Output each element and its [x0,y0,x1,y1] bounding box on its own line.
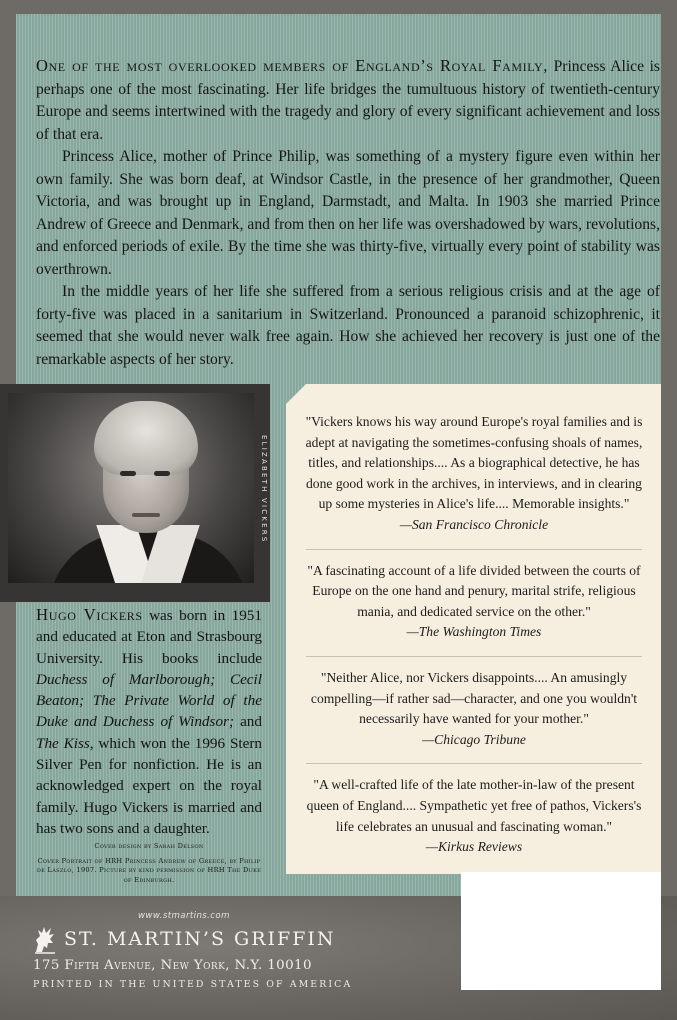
publisher-address: 175 Fifth Avenue, New York, N.Y. 10010 [33,958,312,973]
bio-text-3: which won the 1996 Stern Silver Pen for nonfiction. He is an acknowledged expert on the royal family. Hugo Vickers is married and has two sons and a daughter. [36,734,263,837]
bio-books-1: Duchess of Marlborough; Cecil Beaton; The Private World of the Duke and Duchess of Windsor; [36,670,262,731]
bio-text-2: and [234,713,262,731]
photo-eye-left [120,471,136,476]
printed-in: PRINTED IN THE UNITED STATES OF AMERICA [33,979,353,990]
photo-hair [94,401,198,475]
author-portrait-icon [8,393,254,583]
bio-text-1: was born in 1951 and educated at Eton and Strasbourg University. His books include [36,607,262,667]
quote-source: —Kirkus Reviews [425,839,523,855]
review-quote [298,561,650,643]
author-bio [36,604,262,839]
cover-design-credit: Cover design by Sarah Delson [94,842,204,850]
cover-credits [36,842,262,885]
quote-text: "Vickers knows his way around Europe's royal families and is adept at navigating the sometimes-confusing shoals of names, titles, and relationships.... As a biographical detective, he has done good work in the archives, in interviews, and in clearing up some mysteries in Alice's life.... Memorable insights." [305,414,643,512]
review-quote [298,668,650,750]
quote-divider [306,656,642,657]
blurb-paragraph-3: In the middle years of her life she suffered from a serious religious crisis and at the age of forty-five was placed in a sanitarium in Switzerland. Pronounced a paranoid schizophrenic, it seemed that she would never walk free again. How she achieved her recovery is just one of the remarkable aspects of her story. [36,283,660,368]
photo-eye-right [154,471,170,476]
blurb-lead-in: One of the most overlooked members of England’s Royal Family, [36,56,548,75]
quote-text: "A fascinating account of a life divided between the courts of Europe on the one hand and penury, marital strife, religious mania, and dedicated service on the other." [307,562,641,619]
blurb-paragraph-1-text: Princess Alice is perhaps one of the most fascinating. Her life bridges the tumultuous history of twentieth-century Europe and seems intertwined with the tragedy and glory of every significant achievement and loss of that era. [36,58,660,143]
blurb-paragraph-2: Princess Alice, mother of Prince Philip, was something of a mystery figure even within her own family. She was born deaf, at Windsor Castle, in the presence of her grandmother, Queen Victoria, and was brought up in England, Darmstadt, and Malta. In 1903 she married Prince Andrew of Greece and Denmark, and from then on her life was overshadowed by wars, revolutions, and enforced periods of exile. By the time she was thirty-five, virtually every point of stability was overthrown. [36,148,660,278]
author-name: Hugo Vickers [36,605,143,624]
quote-source: —The Washington Times [406,624,542,640]
cover-portrait-credit: Cover Portrait of HRH Princess Andrew of Greece, by Philip de Laszlo, 1907. Picture by kind permission of HRH The Duke of Edinburgh. [36,857,262,884]
review-quote [298,775,650,857]
publisher-url[interactable]: www.stmartins.com [138,911,230,921]
blurb-paragraph-1 [36,55,660,146]
griffin-icon [32,924,58,954]
barcode-area [461,872,661,990]
photo-credit: ELIZABETH VICKERS [260,434,268,544]
description-blurb [36,55,660,371]
quote-text: "A well-crafted life of the late mother-in-law of the present queen of England.... Sympathetic yet free of pathos, Vickers's life celebrates an unusual and fascinating woman." [306,777,642,834]
bio-books-2: The Kiss, [36,734,94,752]
quote-source: —Chicago Tribune [422,731,526,747]
quote-text: "Neither Alice, nor Vickers disappoints.... An amusingly compelling—if rather sad—character, and one you wouldn't necessarily have wanted for your mother." [310,669,638,727]
review-quote [298,412,650,536]
quote-divider [306,763,642,764]
quote-divider [306,549,642,550]
review-quotes [298,412,650,871]
author-photo-frame [0,384,270,602]
photo-mouth [132,513,160,517]
quote-source: —San Francisco Chronicle [399,516,549,532]
publisher-name: ST. MARTIN’S GRIFFIN [64,928,336,950]
